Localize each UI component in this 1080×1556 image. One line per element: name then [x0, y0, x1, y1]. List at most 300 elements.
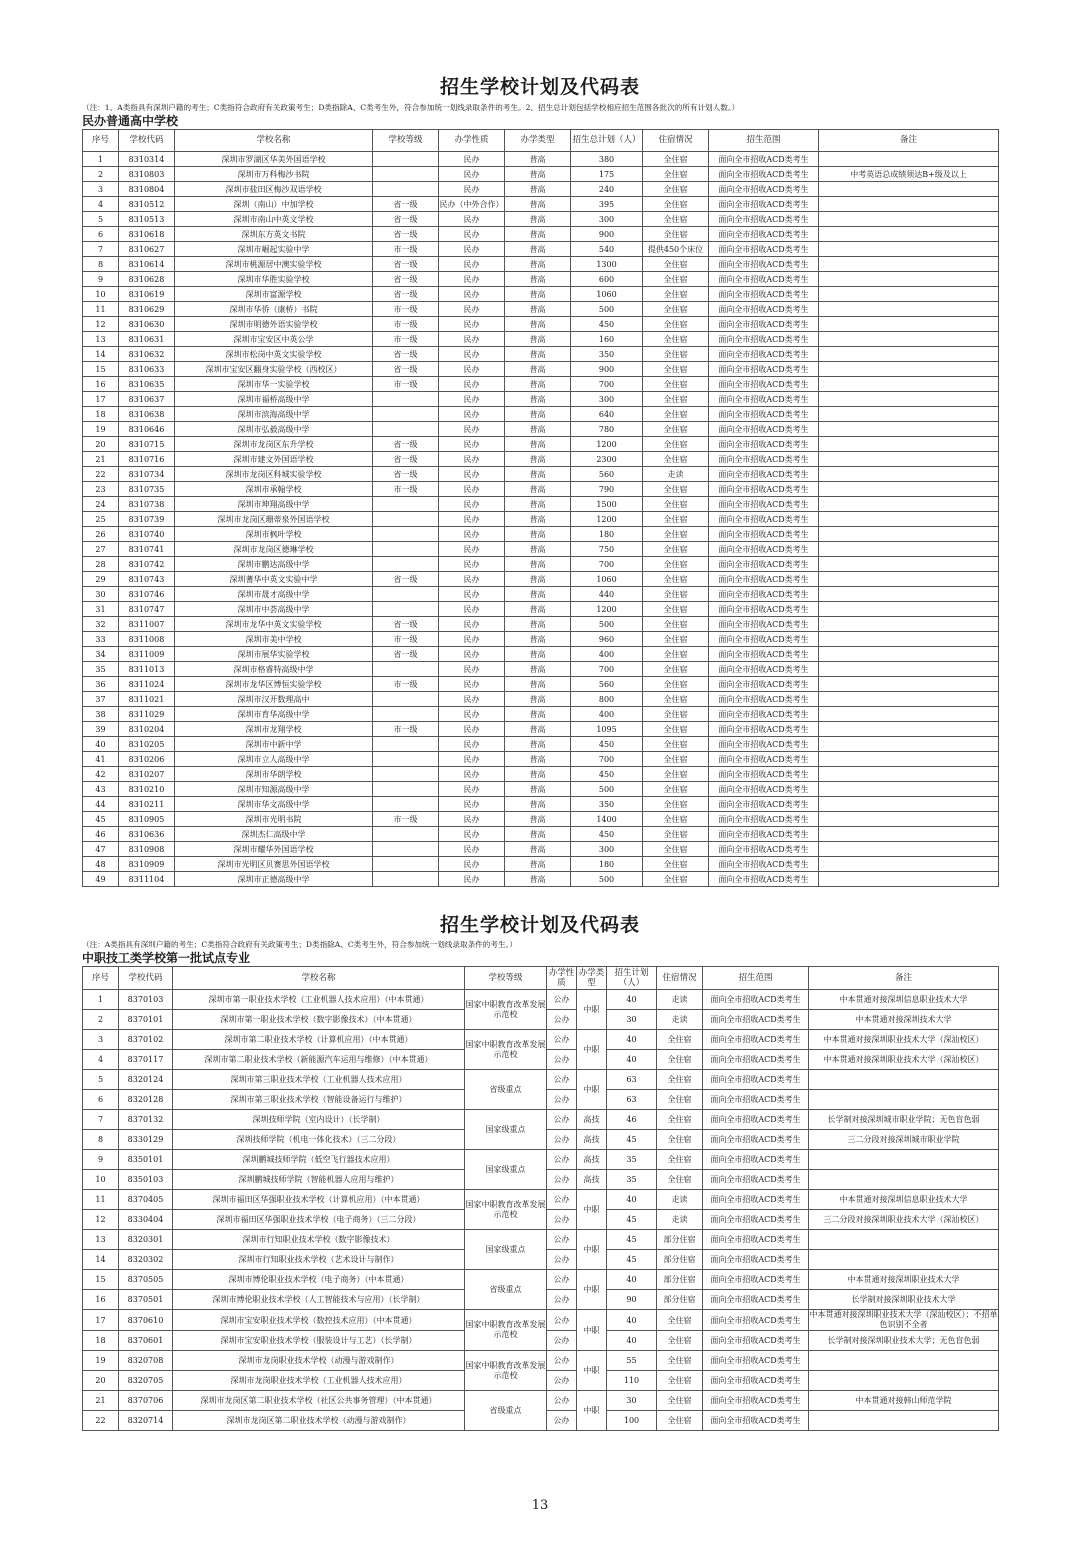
school-name-cell: 深圳市光明书院: [175, 812, 373, 827]
plan-cell: 450: [571, 317, 643, 332]
seq-cell: 5: [83, 1070, 119, 1090]
grade-cell: 省一级: [373, 227, 439, 242]
school-name-cell: 深圳市龙岗区科城实验学校: [175, 467, 373, 482]
remark-cell: 长学制对接深圳职业技术大学；无色盲色弱: [809, 1331, 999, 1351]
code-cell: 8310633: [119, 362, 175, 377]
table-row: [83, 557, 999, 572]
page-number: 13: [531, 1498, 549, 1513]
school-name-cell: 深圳市宝安职业技术学校（服装设计与工艺）（长学制）: [173, 1331, 465, 1351]
lodging-cell: 全住宿: [657, 1030, 703, 1050]
nature-cell: 公办: [547, 1290, 577, 1310]
remark-cell: [819, 602, 999, 617]
scope-cell: 面向全市招收ACD类考生: [709, 287, 819, 302]
grade-cell: 市一级: [373, 632, 439, 647]
plan-cell: 560: [571, 677, 643, 692]
plan-cell: 40: [607, 1190, 657, 1210]
seq-cell: 7: [83, 1110, 119, 1130]
grade-cell: 省一级: [373, 347, 439, 362]
scope-cell: 面向全市招收ACD类考生: [703, 1391, 809, 1411]
nature-cell: 民办: [439, 587, 505, 602]
plan-cell: 960: [571, 632, 643, 647]
lodging-cell: 全住宿: [643, 557, 709, 572]
grade-cell: 省一级: [373, 287, 439, 302]
grade-cell: [373, 737, 439, 752]
school-name-cell: 深圳市福田区华强职业技术学校（电子商务）（三二分段）: [173, 1210, 465, 1230]
table-row: [83, 272, 999, 287]
remark-cell: [819, 362, 999, 377]
remark-cell: [819, 257, 999, 272]
remark-cell: [819, 287, 999, 302]
remark-cell: [809, 1411, 999, 1431]
seq-cell: 42: [83, 767, 119, 782]
plan-cell: 400: [571, 707, 643, 722]
type-cell: 普高: [505, 737, 571, 752]
type-cell: 中职: [577, 990, 607, 1030]
lodging-cell: 全住宿: [643, 272, 709, 287]
table-row: [83, 797, 999, 812]
grade-cell: 市一级: [373, 722, 439, 737]
nature-cell: 民办: [439, 242, 505, 257]
school-name-cell: 深圳市福桥高级中学: [175, 392, 373, 407]
code-cell: 8350103: [119, 1170, 173, 1190]
school-name-cell: 深圳市第一职业技术学校（工业机器人技术应用）（中本贯通）: [173, 990, 465, 1010]
school-name-cell: 深圳市华侨（康桥）书院: [175, 302, 373, 317]
code-cell: 8310206: [119, 752, 175, 767]
school-name-cell: 深圳市建文外国语学校: [175, 452, 373, 467]
code-cell: 8310207: [119, 767, 175, 782]
plan-cell: 180: [571, 527, 643, 542]
plan-cell: 380: [571, 152, 643, 167]
remark-cell: [819, 437, 999, 452]
remark-cell: [819, 527, 999, 542]
scope-cell: 面向全市招收ACD类考生: [709, 632, 819, 647]
lodging-cell: 全住宿: [643, 422, 709, 437]
school-name-cell: 深圳市承翰学校: [175, 482, 373, 497]
nature-cell: 民办: [439, 212, 505, 227]
type-cell: 普高: [505, 752, 571, 767]
plan-cell: 350: [571, 797, 643, 812]
nature-cell: 公办: [547, 1331, 577, 1351]
plan-cell: 55: [607, 1351, 657, 1371]
section-2-title: 招生学校计划及代码表: [439, 914, 640, 936]
remark-cell: [819, 302, 999, 317]
plan-cell: 45: [607, 1210, 657, 1230]
plan-cell: 440: [571, 587, 643, 602]
seq-cell: 30: [83, 587, 119, 602]
grade-cell: 国家中职教育改革发展示范校: [465, 990, 547, 1030]
lodging-cell: 全住宿: [643, 857, 709, 872]
column-header: 学校等级: [373, 130, 439, 152]
column-header: 招生范围: [709, 130, 819, 152]
school-name-cell: 深圳市美中学校: [175, 632, 373, 647]
nature-cell: 公办: [547, 1130, 577, 1150]
remark-cell: [819, 617, 999, 632]
plan-cell: 63: [607, 1090, 657, 1110]
section-1-title: 招生学校计划及代码表: [439, 76, 640, 98]
nature-cell: 民办: [439, 422, 505, 437]
school-name-cell: 深圳市华胜实验学校: [175, 272, 373, 287]
remark-cell: [819, 227, 999, 242]
grade-cell: 省一级: [373, 362, 439, 377]
scope-cell: 面向全市招收ACD类考生: [709, 677, 819, 692]
remark-cell: [819, 677, 999, 692]
seq-cell: 45: [83, 812, 119, 827]
grade-cell: [373, 182, 439, 197]
school-name-cell: 深圳市华朗学校: [175, 767, 373, 782]
school-name-cell: 深圳市鹏达高级中学: [175, 557, 373, 572]
seq-cell: 44: [83, 797, 119, 812]
code-cell: 8310632: [119, 347, 175, 362]
school-name-cell: 深圳市光明区贝赛思外国语学校: [175, 857, 373, 872]
grade-cell: 市一级: [373, 332, 439, 347]
grade-cell: [373, 527, 439, 542]
remark-cell: [809, 1150, 999, 1170]
scope-cell: 面向全市招收ACD类考生: [703, 1290, 809, 1310]
plan-cell: 40: [607, 990, 657, 1010]
plan-cell: 1200: [571, 512, 643, 527]
column-header: 学校名称: [173, 967, 465, 990]
scope-cell: 面向全市招收ACD类考生: [709, 647, 819, 662]
plan-cell: 1095: [571, 722, 643, 737]
grade-cell: 省一级: [373, 647, 439, 662]
school-name-cell: 深圳市盐田区梅沙双语学校: [175, 182, 373, 197]
seq-cell: 32: [83, 617, 119, 632]
seq-cell: 3: [83, 1030, 119, 1050]
type-cell: 高技: [577, 1130, 607, 1150]
school-name-cell: 深圳市立人高级中学: [175, 752, 373, 767]
scope-cell: 面向全市招收ACD类考生: [709, 527, 819, 542]
code-cell: 8310314: [119, 152, 175, 167]
nature-cell: 公办: [547, 1190, 577, 1210]
table-row: [83, 152, 999, 167]
table-row: [83, 767, 999, 782]
plan-cell: 500: [571, 782, 643, 797]
type-cell: 普高: [505, 377, 571, 392]
lodging-cell: 部分住宿: [657, 1250, 703, 1270]
scope-cell: 面向全市招收ACD类考生: [709, 752, 819, 767]
school-name-cell: 深圳市第二职业技术学校（计算机应用）（中本贯通）: [173, 1030, 465, 1050]
seq-cell: 17: [83, 1310, 119, 1331]
table-row: [83, 1150, 999, 1170]
plan-cell: 500: [571, 872, 643, 887]
scope-cell: 面向全市招收ACD类考生: [709, 707, 819, 722]
remark-cell: [819, 557, 999, 572]
grade-cell: 省一级: [373, 437, 439, 452]
seq-cell: 34: [83, 647, 119, 662]
grade-cell: 国家级重点: [465, 1230, 547, 1270]
remark-cell: [819, 347, 999, 362]
grade-cell: [373, 767, 439, 782]
scope-cell: 面向全市招收ACD类考生: [709, 272, 819, 287]
school-name-cell: 深圳市格睿特高级中学: [175, 662, 373, 677]
type-cell: 普高: [505, 182, 571, 197]
grade-cell: [373, 827, 439, 842]
school-name-cell: 深圳市龙华区博恒实验学校: [175, 677, 373, 692]
type-cell: 普高: [505, 572, 571, 587]
lodging-cell: 全住宿: [643, 647, 709, 662]
scope-cell: 面向全市招收ACD类考生: [709, 182, 819, 197]
lodging-cell: 全住宿: [643, 347, 709, 362]
seq-cell: 40: [83, 737, 119, 752]
remark-cell: [819, 482, 999, 497]
nature-cell: 民办: [439, 452, 505, 467]
nature-cell: 民办: [439, 542, 505, 557]
code-cell: 8310627: [119, 242, 175, 257]
plan-cell: 500: [571, 302, 643, 317]
lodging-cell: 全住宿: [643, 392, 709, 407]
seq-cell: 7: [83, 242, 119, 257]
table-row: [83, 1190, 999, 1210]
table-row: [83, 227, 999, 242]
code-cell: 8311009: [119, 647, 175, 662]
table-row: [83, 1270, 999, 1290]
scope-cell: 面向全市招收ACD类考生: [709, 587, 819, 602]
school-name-cell: 深圳市龙岗区第二职业技术学校（动漫与游戏制作）: [173, 1411, 465, 1431]
school-name-cell: 深圳市弘毅高级中学: [175, 422, 373, 437]
scope-cell: 面向全市招收ACD类考生: [709, 722, 819, 737]
seq-cell: 21: [83, 452, 119, 467]
grade-cell: [373, 587, 439, 602]
grade-cell: 国家级重点: [465, 1150, 547, 1190]
school-name-cell: 深圳市龙华中英文实验学校: [175, 617, 373, 632]
plan-cell: 1500: [571, 497, 643, 512]
scope-cell: 面向全市招收ACD类考生: [709, 332, 819, 347]
scope-cell: 面向全市招收ACD类考生: [703, 1270, 809, 1290]
nature-cell: 民办: [439, 857, 505, 872]
type-cell: 普高: [505, 722, 571, 737]
seq-cell: 24: [83, 497, 119, 512]
nature-cell: 民办: [439, 407, 505, 422]
grade-cell: [373, 752, 439, 767]
lodging-cell: 全住宿: [643, 512, 709, 527]
school-name-cell: 深圳市中荟高级中学: [175, 602, 373, 617]
code-cell: 8310629: [119, 302, 175, 317]
school-name-cell: 深圳市耀华外国语学校: [175, 842, 373, 857]
school-name-cell: 深圳市博伦职业技术学校（人工智能技术与应用）（长学制）: [173, 1290, 465, 1310]
scope-cell: 面向全市招收ACD类考生: [703, 1310, 809, 1331]
remark-cell: [809, 1170, 999, 1190]
lodging-cell: 全住宿: [657, 1090, 703, 1110]
plan-cell: 790: [571, 482, 643, 497]
code-cell: 8370505: [119, 1270, 173, 1290]
remark-cell: [819, 197, 999, 212]
type-cell: 普高: [505, 677, 571, 692]
scope-cell: 面向全市招收ACD类考生: [709, 857, 819, 872]
scope-cell: 面向全市招收ACD类考生: [709, 212, 819, 227]
nature-cell: 民办: [439, 482, 505, 497]
plan-cell: 1200: [571, 602, 643, 617]
table-row: [83, 212, 999, 227]
remark-cell: [819, 332, 999, 347]
scope-cell: 面向全市招收ACD类考生: [709, 392, 819, 407]
lodging-cell: 全住宿: [643, 227, 709, 242]
code-cell: 8310742: [119, 557, 175, 572]
table-row: [83, 1070, 999, 1090]
type-cell: 普高: [505, 197, 571, 212]
school-name-cell: 深圳市华一实验学校: [175, 377, 373, 392]
table-row: [83, 572, 999, 587]
vocational-school-table: [82, 966, 999, 1431]
scope-cell: 面向全市招收ACD类考生: [709, 767, 819, 782]
code-cell: 8310734: [119, 467, 175, 482]
grade-cell: [373, 557, 439, 572]
type-cell: 普高: [505, 392, 571, 407]
nature-cell: 民办: [439, 167, 505, 182]
nature-cell: 民办: [439, 797, 505, 812]
nature-cell: 公办: [547, 1050, 577, 1070]
plan-cell: 700: [571, 752, 643, 767]
table-row: [83, 527, 999, 542]
scope-cell: 面向全市招收ACD类考生: [703, 1250, 809, 1270]
seq-cell: 2: [83, 1010, 119, 1030]
lodging-cell: 提供450个床位: [643, 242, 709, 257]
school-name-cell: 深圳市坤翔高级中学: [175, 497, 373, 512]
section-1-subtitle: 民办普通高中学校: [82, 114, 179, 128]
lodging-cell: 全住宿: [643, 827, 709, 842]
scope-cell: 面向全市招收ACD类考生: [703, 1230, 809, 1250]
section-1-note: （注：1、A类指具有深圳户籍的考生；C类指符合政府有关政策考生；D类指除A、C类考生外，符合参加统一划线录取条件的考生。2、招生总计划包括学校相应招生范围各批次的所有计划人数。）: [82, 103, 740, 112]
seq-cell: 15: [83, 1270, 119, 1290]
nature-cell: 公办: [547, 1391, 577, 1411]
grade-cell: [373, 167, 439, 182]
table-row: [83, 512, 999, 527]
table-row: [83, 662, 999, 677]
type-cell: 普高: [505, 497, 571, 512]
plan-cell: 1060: [571, 572, 643, 587]
table-row: [83, 167, 999, 182]
remark-cell: [819, 152, 999, 167]
plan-cell: 90: [607, 1290, 657, 1310]
nature-cell: 公办: [547, 1310, 577, 1331]
code-cell: 8370102: [119, 1030, 173, 1050]
plan-cell: 45: [607, 1130, 657, 1150]
table-row: [83, 782, 999, 797]
scope-cell: 面向全市招收ACD类考生: [709, 167, 819, 182]
school-name-cell: 深圳市龙岗职业技术学校（工业机器人技术应用）: [173, 1371, 465, 1391]
grade-cell: 市一级: [373, 302, 439, 317]
remark-cell: 中考英语总成绩须达B+级及以上: [819, 167, 999, 182]
seq-cell: 16: [83, 377, 119, 392]
seq-cell: 18: [83, 1331, 119, 1351]
scope-cell: 面向全市招收ACD类考生: [709, 662, 819, 677]
table-row: [83, 542, 999, 557]
scope-cell: 面向全市招收ACD类考生: [703, 990, 809, 1010]
code-cell: 8370101: [119, 1010, 173, 1030]
lodging-cell: 全住宿: [643, 587, 709, 602]
code-cell: 8320124: [119, 1070, 173, 1090]
school-name-cell: 深圳市龙翔学校: [175, 722, 373, 737]
school-name-cell: 深圳东方英文书院: [175, 227, 373, 242]
code-cell: 8310614: [119, 257, 175, 272]
nature-cell: 民办: [439, 527, 505, 542]
plan-cell: 40: [607, 1331, 657, 1351]
school-name-cell: 深圳市松岗中英文实验学校: [175, 347, 373, 362]
nature-cell: 民办: [439, 512, 505, 527]
remark-cell: [809, 1090, 999, 1110]
remark-cell: [819, 647, 999, 662]
lodging-cell: 全住宿: [643, 542, 709, 557]
school-name-cell: 深圳市第二职业技术学校（新能源汽车运用与维修）（中本贯通）: [173, 1050, 465, 1070]
nature-cell: 民办: [439, 602, 505, 617]
scope-cell: 面向全市招收ACD类考生: [709, 347, 819, 362]
type-cell: 普高: [505, 482, 571, 497]
plan-cell: 800: [571, 692, 643, 707]
seq-cell: 23: [83, 482, 119, 497]
lodging-cell: 全住宿: [643, 362, 709, 377]
lodging-cell: 全住宿: [657, 1391, 703, 1411]
code-cell: 8310804: [119, 182, 175, 197]
table-header-row: [83, 967, 999, 990]
type-cell: 中职: [577, 1070, 607, 1110]
scope-cell: 面向全市招收ACD类考生: [703, 1331, 809, 1351]
scope-cell: 面向全市招收ACD类考生: [703, 1170, 809, 1190]
remark-cell: 三二分段对接深圳城市职业学院: [809, 1130, 999, 1150]
code-cell: 8310210: [119, 782, 175, 797]
scope-cell: 面向全市招收ACD类考生: [709, 827, 819, 842]
type-cell: 普高: [505, 857, 571, 872]
remark-cell: [819, 707, 999, 722]
grade-cell: 国家中职教育改革发展示范校: [465, 1030, 547, 1070]
school-name-cell: 深圳杰仁高级中学: [175, 827, 373, 842]
nature-cell: 公办: [547, 1110, 577, 1130]
column-header: 学校代码: [119, 967, 173, 990]
scope-cell: 面向全市招收ACD类考生: [709, 227, 819, 242]
scope-cell: 面向全市招收ACD类考生: [709, 557, 819, 572]
school-name-cell: 深圳技师学院（室内设计）（长学制）: [173, 1110, 465, 1130]
code-cell: 8310205: [119, 737, 175, 752]
table-row: [83, 452, 999, 467]
seq-cell: 9: [83, 272, 119, 287]
column-header: 办学类型: [577, 967, 607, 990]
plan-cell: 35: [607, 1150, 657, 1170]
lodging-cell: 部分住宿: [657, 1290, 703, 1310]
nature-cell: 民办: [439, 272, 505, 287]
column-header: 学校等级: [465, 967, 547, 990]
remark-cell: [819, 512, 999, 527]
code-cell: 8370405: [119, 1190, 173, 1210]
seq-cell: 26: [83, 527, 119, 542]
scope-cell: 面向全市招收ACD类考生: [703, 1050, 809, 1070]
school-name-cell: 深圳市第三职业技术学校（智能设备运行与维护）: [173, 1090, 465, 1110]
section-1: [82, 76, 998, 887]
seq-cell: 11: [83, 1190, 119, 1210]
grade-cell: 市一级: [373, 482, 439, 497]
school-name-cell: 深圳市宝安职业技术学校（数控技术应用）（中本贯通）: [173, 1310, 465, 1331]
code-cell: 8310628: [119, 272, 175, 287]
grade-cell: [373, 392, 439, 407]
scope-cell: 面向全市招收ACD类考生: [703, 1110, 809, 1130]
remark-cell: [809, 1250, 999, 1270]
nature-cell: 民办: [439, 662, 505, 677]
lodging-cell: 全住宿: [643, 707, 709, 722]
nature-cell: 民办: [439, 872, 505, 887]
grade-cell: 市一级: [373, 812, 439, 827]
school-name-cell: 深圳市富源学校: [175, 287, 373, 302]
lodging-cell: 走读: [643, 467, 709, 482]
code-cell: 8310513: [119, 212, 175, 227]
column-header: 备注: [809, 967, 999, 990]
seq-cell: 31: [83, 602, 119, 617]
seq-cell: 22: [83, 1411, 119, 1431]
column-header: 招生总计划（人）: [571, 130, 643, 152]
code-cell: 8311029: [119, 707, 175, 722]
table-row: [83, 752, 999, 767]
code-cell: 8310631: [119, 332, 175, 347]
nature-cell: 民办: [439, 317, 505, 332]
scope-cell: 面向全市招收ACD类考生: [703, 1210, 809, 1230]
remark-cell: [809, 1371, 999, 1391]
type-cell: 普高: [505, 422, 571, 437]
